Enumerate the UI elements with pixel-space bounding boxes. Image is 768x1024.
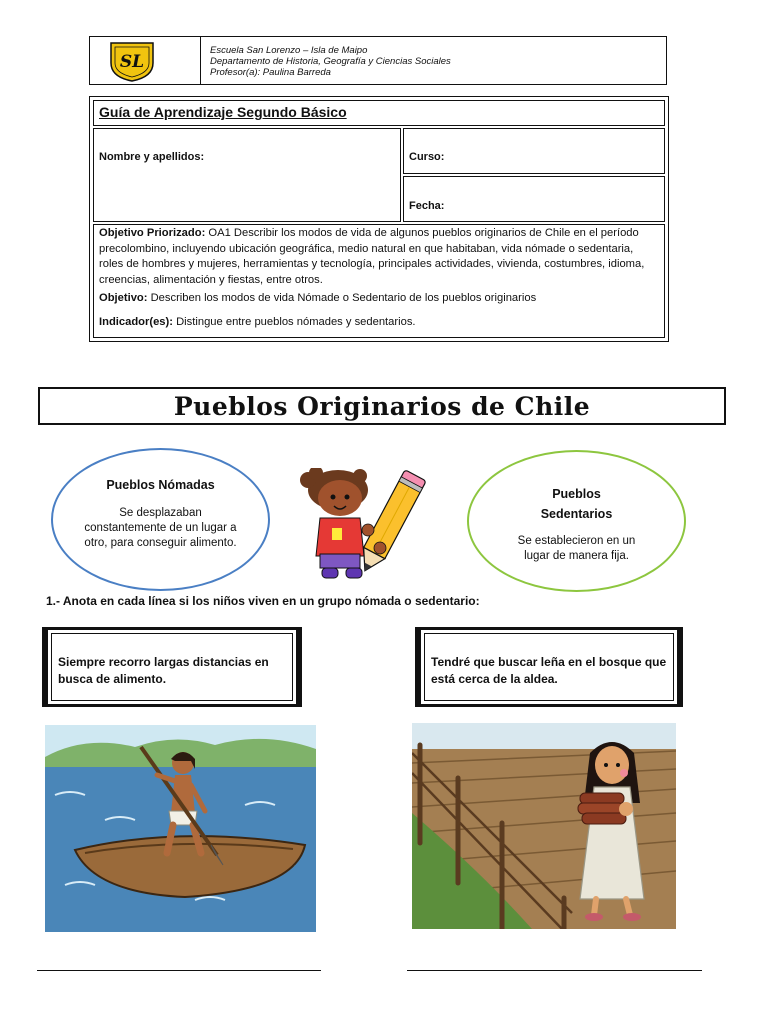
teacher-name: Profesor(a): Paulina Barreda <box>210 67 331 78</box>
department-name: Departamento de Historia, Geografía y Ciencias Sociales <box>210 56 451 67</box>
school-info <box>210 45 451 78</box>
sedentary-title: Pueblos Sedentarios <box>540 487 613 521</box>
school-logo-cell <box>90 37 201 84</box>
sedentary-description: Se establecieron en un lugar de manera fija. <box>517 535 636 562</box>
main-title: Pueblos Originarios de Chile <box>173 391 591 421</box>
guide-table <box>89 96 669 342</box>
school-logo-icon <box>107 39 157 83</box>
indicator-label: Indicador(es): <box>99 316 173 328</box>
girl-pencil-illustration <box>298 468 434 582</box>
svg-text:SL: SL <box>119 52 145 72</box>
guide-title-cell <box>93 100 665 126</box>
date-cell[interactable] <box>403 176 665 222</box>
nomadic-ellipse <box>51 448 270 591</box>
answer-line-2[interactable] <box>407 970 702 971</box>
sentence-2-text: Tendré que buscar leña en el bosque que está cerca de la aldea. <box>431 655 667 686</box>
nomadic-title: Pueblos Nómadas <box>106 478 215 492</box>
question-1: 1.- Anota en cada línea si los niños viven en un grupo nómada o sedentario: <box>46 594 480 608</box>
guide-title: Guía de Aprendizaje Segundo Básico <box>99 104 347 120</box>
course-label: Curso: <box>409 151 445 163</box>
school-name: Escuela San Lorenzo – Isla de Maipo <box>210 45 368 56</box>
boy-canoe-illustration <box>45 725 316 932</box>
nomadic-description: Se desplazaban constantemente de un lugar a otro, para conseguir alimento. <box>84 507 237 549</box>
girl-firewood-illustration <box>412 723 676 929</box>
sentence-box-1 <box>42 627 302 707</box>
objective-prioritized-text: OA1 Describir los modos de vida de algunos pueblos originarios de Chile en el período precolombino, incluyendo ubicación geográfica, medio natural en que habitaban, vida nómade o sedentaria, roles de hombres y mujeres, herramientas y tecnología, principales actividades, vivienda, costumbres, idioma, creencias, alimentación y fiestas, entre otros. <box>99 227 645 286</box>
objective-text: Describen los modos de vida Nómade o Sedentario de los pueblos originarios <box>147 292 537 304</box>
main-title-box <box>38 387 726 425</box>
objectives-cell <box>93 224 665 338</box>
name-label: Nombre y apellidos: <box>99 151 205 163</box>
date-label: Fecha: <box>409 200 445 212</box>
indicator-text: Distingue entre pueblos nómades y sedentarios. <box>172 316 416 328</box>
objective <box>99 291 659 307</box>
objective-prioritized <box>99 226 659 288</box>
objective-prioritized-label: Objetivo Priorizado: <box>99 227 206 239</box>
sedentary-ellipse <box>467 450 686 592</box>
sentence-1-text: Siempre recorro largas distancias en busca de alimento. <box>58 655 269 686</box>
indicator <box>99 315 659 331</box>
objective-label: Objetivo: <box>99 292 148 304</box>
course-cell[interactable] <box>403 128 665 174</box>
name-cell[interactable] <box>93 128 401 222</box>
answer-line-1[interactable] <box>37 970 321 971</box>
school-header <box>89 36 667 85</box>
sentence-box-2 <box>415 627 683 707</box>
